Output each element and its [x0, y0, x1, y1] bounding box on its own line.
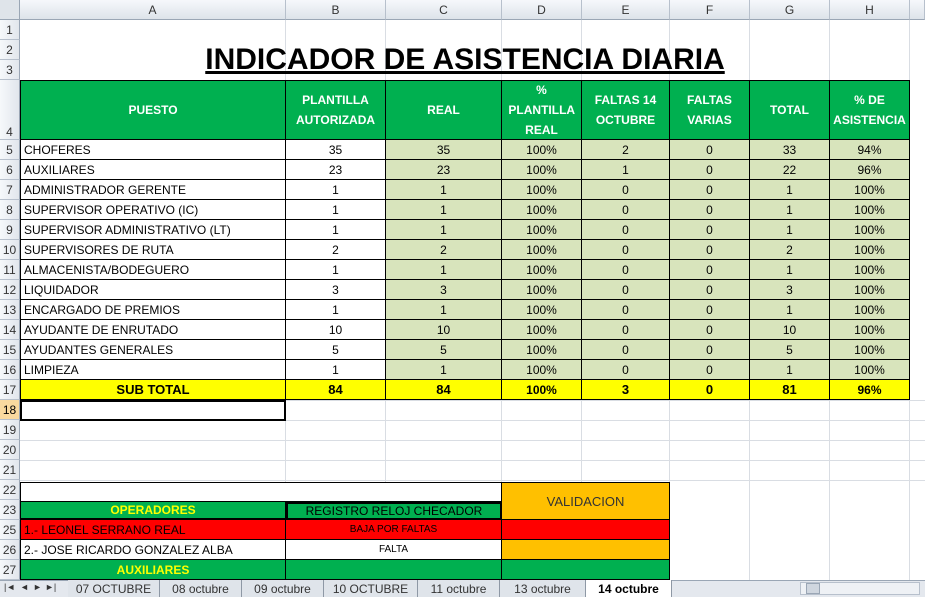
- plantilla-autorizada-cell[interactable]: 2: [286, 240, 386, 260]
- header-real[interactable]: REAL: [386, 80, 502, 140]
- header-total[interactable]: TOTAL: [750, 80, 830, 140]
- row-header[interactable]: 20: [0, 440, 20, 460]
- plantilla-real-cell[interactable]: 100%: [502, 320, 582, 340]
- total-cell[interactable]: 1: [750, 180, 830, 200]
- plantilla-real-cell[interactable]: 100%: [502, 340, 582, 360]
- tab-09-octubre[interactable]: 09 octubre: [242, 580, 324, 597]
- asistencia-cell[interactable]: 100%: [830, 280, 910, 300]
- faltas-14-cell[interactable]: 0: [582, 360, 670, 380]
- plantilla-autorizada-cell[interactable]: 23: [286, 160, 386, 180]
- puesto-cell[interactable]: LIMPIEZA: [20, 360, 286, 380]
- gridline: [20, 460, 925, 461]
- real-cell[interactable]: 3: [386, 280, 502, 300]
- plantilla-real-cell[interactable]: 100%: [502, 180, 582, 200]
- next-sheet-icon[interactable]: ►: [33, 582, 42, 592]
- total-cell[interactable]: 1: [750, 200, 830, 220]
- column-header-h[interactable]: H: [830, 0, 910, 20]
- tab-13-octubre[interactable]: 13 octubre: [500, 580, 586, 597]
- operadores-header[interactable]: OPERADORES: [20, 502, 286, 520]
- faltas-14-cell[interactable]: 0: [582, 180, 670, 200]
- plantilla-autorizada-cell[interactable]: 35: [286, 140, 386, 160]
- asistencia-cell[interactable]: 100%: [830, 220, 910, 240]
- sheet-title[interactable]: INDICADOR DE ASISTENCIA DIARIA: [205, 43, 725, 76]
- asistencia-cell[interactable]: 100%: [830, 360, 910, 380]
- first-sheet-icon[interactable]: |◄: [4, 582, 16, 592]
- total-cell[interactable]: 33: [750, 140, 830, 160]
- tab-08-octubre[interactable]: 08 octubre: [160, 580, 242, 597]
- operator-row-1-status[interactable]: BAJA POR FALTAS: [286, 520, 502, 540]
- subtotal-real[interactable]: 84: [386, 380, 502, 400]
- faltas-14-cell[interactable]: 0: [582, 260, 670, 280]
- row-header[interactable]: 7: [0, 180, 20, 200]
- faltas-14-cell[interactable]: 2: [582, 140, 670, 160]
- row-header[interactable]: 4: [0, 80, 20, 140]
- real-cell[interactable]: 1: [386, 360, 502, 380]
- active-cell-a18[interactable]: [20, 400, 286, 421]
- header-faltas-14-octubre[interactable]: FALTAS 14 OCTUBRE: [582, 80, 670, 140]
- row-header[interactable]: 13: [0, 300, 20, 320]
- scrollbar-thumb[interactable]: [806, 583, 820, 594]
- select-all-corner[interactable]: [0, 0, 20, 20]
- total-cell[interactable]: 22: [750, 160, 830, 180]
- registro-reloj-header[interactable]: REGISTRO RELOJ CHECADOR: [286, 502, 502, 520]
- operator-row-2-name[interactable]: 2.- JOSE RICARDO GONZALEZ ALBA: [20, 540, 286, 560]
- faltas-14-cell[interactable]: 0: [582, 200, 670, 220]
- gridline: [20, 480, 925, 481]
- plantilla-autorizada-cell[interactable]: 5: [286, 340, 386, 360]
- asistencia-cell[interactable]: 96%: [830, 160, 910, 180]
- row-header[interactable]: 27: [0, 560, 20, 580]
- auxiliares-header[interactable]: AUXILIARES: [20, 560, 286, 580]
- tab-10-octubre[interactable]: 10 OCTUBRE: [324, 580, 418, 597]
- faltas-varias-cell[interactable]: 0: [670, 320, 750, 340]
- asistencia-cell[interactable]: 100%: [830, 300, 910, 320]
- puesto-cell[interactable]: SUPERVISOR ADMINISTRATIVO (LT): [20, 220, 286, 240]
- puesto-cell[interactable]: ALMACENISTA/BODEGUERO: [20, 260, 286, 280]
- faltas-14-cell[interactable]: 0: [582, 240, 670, 260]
- auxiliares-registro-cell[interactable]: [286, 560, 502, 580]
- header-puesto[interactable]: PUESTO: [20, 80, 286, 140]
- last-sheet-icon[interactable]: ►|: [45, 582, 57, 592]
- puesto-cell[interactable]: ADMINISTRADOR GERENTE: [20, 180, 286, 200]
- subtotal-faltas-varias[interactable]: 0: [670, 380, 750, 400]
- header-faltas-varias[interactable]: FALTAS VARIAS: [670, 80, 750, 140]
- operator-row-1-name[interactable]: 1.- LEONEL SERRANO REAL: [20, 520, 286, 540]
- gridline: [20, 440, 925, 441]
- column-header-f[interactable]: F: [670, 0, 750, 20]
- plantilla-autorizada-cell[interactable]: 1: [286, 220, 386, 240]
- plantilla-real-cell[interactable]: 100%: [502, 200, 582, 220]
- column-header-e[interactable]: E: [582, 0, 670, 20]
- real-cell[interactable]: 35: [386, 140, 502, 160]
- total-cell[interactable]: 3: [750, 280, 830, 300]
- row-header[interactable]: 10: [0, 240, 20, 260]
- asistencia-cell[interactable]: 100%: [830, 200, 910, 220]
- plantilla-autorizada-cell[interactable]: 3: [286, 280, 386, 300]
- asistencia-cell[interactable]: 94%: [830, 140, 910, 160]
- puesto-cell[interactable]: LIQUIDADOR: [20, 280, 286, 300]
- subtotal-label[interactable]: SUB TOTAL: [20, 380, 286, 400]
- row-header-selected[interactable]: 18: [0, 400, 20, 420]
- subtotal-faltas-14[interactable]: 3: [582, 380, 670, 400]
- plantilla-real-cell[interactable]: 100%: [502, 160, 582, 180]
- total-cell[interactable]: 1: [750, 260, 830, 280]
- puesto-cell[interactable]: ENCARGADO DE PREMIOS: [20, 300, 286, 320]
- total-cell[interactable]: 2: [750, 240, 830, 260]
- plantilla-autorizada-cell[interactable]: 1: [286, 200, 386, 220]
- faltas-varias-cell[interactable]: 0: [670, 140, 750, 160]
- real-cell[interactable]: 1: [386, 200, 502, 220]
- operator-row-2-status[interactable]: FALTA: [286, 540, 502, 560]
- tab-11-octubre[interactable]: 11 octubre: [418, 580, 500, 597]
- plantilla-real-cell[interactable]: 100%: [502, 300, 582, 320]
- plantilla-real-cell[interactable]: 100%: [502, 260, 582, 280]
- faltas-varias-cell[interactable]: 0: [670, 240, 750, 260]
- row-header[interactable]: 12: [0, 280, 20, 300]
- puesto-cell[interactable]: AYUDANTES GENERALES: [20, 340, 286, 360]
- row-header[interactable]: 22: [0, 480, 20, 500]
- total-cell[interactable]: 5: [750, 340, 830, 360]
- real-cell[interactable]: 1: [386, 260, 502, 280]
- puesto-cell[interactable]: AYUDANTE DE ENRUTADO: [20, 320, 286, 340]
- tab-07-octubre[interactable]: 07 OCTUBRE: [68, 580, 160, 597]
- real-cell[interactable]: 1: [386, 220, 502, 240]
- auxiliares-validacion-cell[interactable]: [502, 560, 670, 580]
- plantilla-autorizada-cell[interactable]: 10: [286, 320, 386, 340]
- header-asistencia[interactable]: % DE ASISTENCIA: [830, 80, 910, 140]
- blank-cell-a22[interactable]: [20, 482, 502, 502]
- faltas-varias-cell[interactable]: 0: [670, 220, 750, 240]
- subtotal-total[interactable]: 81: [750, 380, 830, 400]
- asistencia-cell[interactable]: 100%: [830, 260, 910, 280]
- faltas-varias-cell[interactable]: 0: [670, 180, 750, 200]
- column-header-empty: [910, 0, 925, 20]
- total-cell[interactable]: 1: [750, 360, 830, 380]
- column-header-b[interactable]: B: [286, 0, 386, 20]
- puesto-cell[interactable]: CHOFERES: [20, 140, 286, 160]
- header-plantilla-real[interactable]: % PLANTILLA REAL: [502, 80, 582, 140]
- subtotal-plantilla-real[interactable]: 100%: [502, 380, 582, 400]
- validacion-header[interactable]: VALIDACION: [502, 482, 670, 520]
- plantilla-real-cell[interactable]: 100%: [502, 140, 582, 160]
- puesto-cell[interactable]: SUPERVISORES DE RUTA: [20, 240, 286, 260]
- faltas-14-cell[interactable]: 0: [582, 320, 670, 340]
- faltas-varias-cell[interactable]: 0: [670, 300, 750, 320]
- row-header[interactable]: 5: [0, 140, 20, 160]
- row-header[interactable]: 2: [0, 40, 20, 60]
- column-header-g[interactable]: G: [750, 0, 830, 20]
- real-cell[interactable]: 23: [386, 160, 502, 180]
- row-header[interactable]: 16: [0, 360, 20, 380]
- operator-row-1-validacion[interactable]: [502, 520, 670, 540]
- header-plantilla-autorizada[interactable]: PLANTILLA AUTORIZADA: [286, 80, 386, 140]
- subtotal-plantilla[interactable]: 84: [286, 380, 386, 400]
- plantilla-real-cell[interactable]: 100%: [502, 360, 582, 380]
- faltas-varias-cell[interactable]: 0: [670, 200, 750, 220]
- row-header[interactable]: 19: [0, 420, 20, 440]
- plantilla-real-cell[interactable]: 100%: [502, 280, 582, 300]
- real-cell[interactable]: 5: [386, 340, 502, 360]
- asistencia-cell[interactable]: 100%: [830, 340, 910, 360]
- total-cell[interactable]: 10: [750, 320, 830, 340]
- plantilla-autorizada-cell[interactable]: 1: [286, 260, 386, 280]
- row-header[interactable]: 8: [0, 200, 20, 220]
- puesto-cell[interactable]: SUPERVISOR OPERATIVO (IC): [20, 200, 286, 220]
- row-header[interactable]: 25: [0, 520, 20, 540]
- column-header-a[interactable]: A: [20, 0, 286, 20]
- total-cell[interactable]: 1: [750, 300, 830, 320]
- faltas-varias-cell[interactable]: 0: [670, 360, 750, 380]
- real-cell[interactable]: 1: [386, 300, 502, 320]
- plantilla-autorizada-cell[interactable]: 1: [286, 180, 386, 200]
- row-header[interactable]: 1: [0, 20, 20, 40]
- subtotal-asistencia[interactable]: 96%: [830, 380, 910, 400]
- row-header[interactable]: 14: [0, 320, 20, 340]
- total-cell[interactable]: 1: [750, 220, 830, 240]
- column-header-d[interactable]: D: [502, 0, 582, 20]
- prev-sheet-icon[interactable]: ◄: [20, 582, 29, 592]
- asistencia-cell[interactable]: 100%: [830, 240, 910, 260]
- faltas-14-cell[interactable]: 0: [582, 220, 670, 240]
- real-cell[interactable]: 2: [386, 240, 502, 260]
- row-header[interactable]: 15: [0, 340, 20, 360]
- faltas-14-cell[interactable]: 1: [582, 160, 670, 180]
- faltas-varias-cell[interactable]: 0: [670, 160, 750, 180]
- asistencia-cell[interactable]: 100%: [830, 180, 910, 200]
- real-cell[interactable]: 1: [386, 180, 502, 200]
- plantilla-real-cell[interactable]: 100%: [502, 240, 582, 260]
- plantilla-autorizada-cell[interactable]: 1: [286, 300, 386, 320]
- column-header-c[interactable]: C: [386, 0, 502, 20]
- row-header[interactable]: 21: [0, 460, 20, 480]
- plantilla-real-cell[interactable]: 100%: [502, 220, 582, 240]
- faltas-varias-cell[interactable]: 0: [670, 340, 750, 360]
- row-header[interactable]: 9: [0, 220, 20, 240]
- faltas-varias-cell[interactable]: 0: [670, 260, 750, 280]
- plantilla-autorizada-cell[interactable]: 1: [286, 360, 386, 380]
- row-header[interactable]: 23: [0, 500, 20, 520]
- faltas-varias-cell[interactable]: 0: [670, 280, 750, 300]
- asistencia-cell[interactable]: 100%: [830, 320, 910, 340]
- row-header[interactable]: 17: [0, 380, 20, 400]
- faltas-14-cell[interactable]: 0: [582, 300, 670, 320]
- puesto-cell[interactable]: AUXILIARES: [20, 160, 286, 180]
- real-cell[interactable]: 10: [386, 320, 502, 340]
- faltas-14-cell[interactable]: 0: [582, 280, 670, 300]
- faltas-14-cell[interactable]: 0: [582, 340, 670, 360]
- row-header[interactable]: 11: [0, 260, 20, 280]
- row-header[interactable]: 26: [0, 540, 20, 560]
- row-header[interactable]: 3: [0, 60, 20, 80]
- row-header[interactable]: 6: [0, 160, 20, 180]
- tab-14-octubre[interactable]: 14 octubre: [586, 580, 672, 597]
- operator-row-2-validacion[interactable]: [502, 540, 670, 560]
